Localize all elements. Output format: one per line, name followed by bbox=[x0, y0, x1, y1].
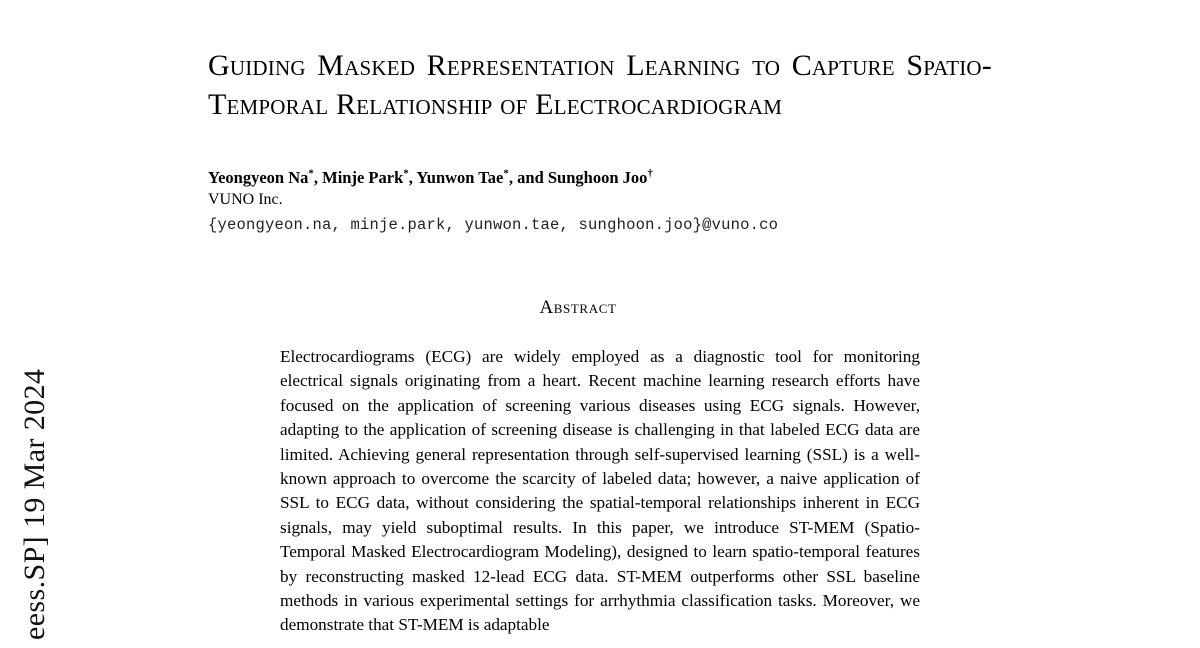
affiliation: VUNO Inc. bbox=[208, 191, 283, 208]
abstract-heading: Abstract bbox=[539, 297, 617, 318]
abstract-body bbox=[280, 345, 920, 638]
author-block bbox=[208, 168, 928, 235]
arxiv-identifier-text: eess.SP] 19 Mar 2024 bbox=[18, 368, 51, 640]
page-title: Guiding Masked Representation Learning to Capture Spatio-Temporal Relationship of Electrocardiogram bbox=[208, 49, 992, 121]
contact-email: {yeongyeon.na, minje.park, yunwon.tae, sunghoon.joo}@vuno.co bbox=[208, 216, 779, 234]
author-list: Yeongyeon Na*, Minje Park*, Yunwon Tae*, and Sunghoon Joo† bbox=[208, 167, 653, 187]
abstract-paragraph: Electrocardiograms (ECG) are widely employed as a diagnostic tool for monitoring electrical signals originating from a heart. Recent machine learning research efforts have focused on the application of screening various diseases using ECG signals. However, adapting to the application of screening disease is challenging in that labeled ECG data are limited. Achieving general representation through self-supervised learning (SSL) is a well-known approach to overcome the scarcity of labeled data; however, a naive application of SSL to ECG data, without considering the spatial-temporal relationships inherent in ECG signals, may yield suboptimal results. In this paper, we introduce ST-MEM (Spatio-Temporal Masked Electrocardiogram Modeling), designed to learn spatio-temporal features by reconstructing masked 12-lead ECG data. ST-MEM outperforms other SSL baseline methods in various experimental settings for arrhythmia classification tasks. Moreover, we demonstrate that ST-MEM is adaptable bbox=[280, 347, 920, 635]
paper-content-column bbox=[208, 0, 992, 638]
